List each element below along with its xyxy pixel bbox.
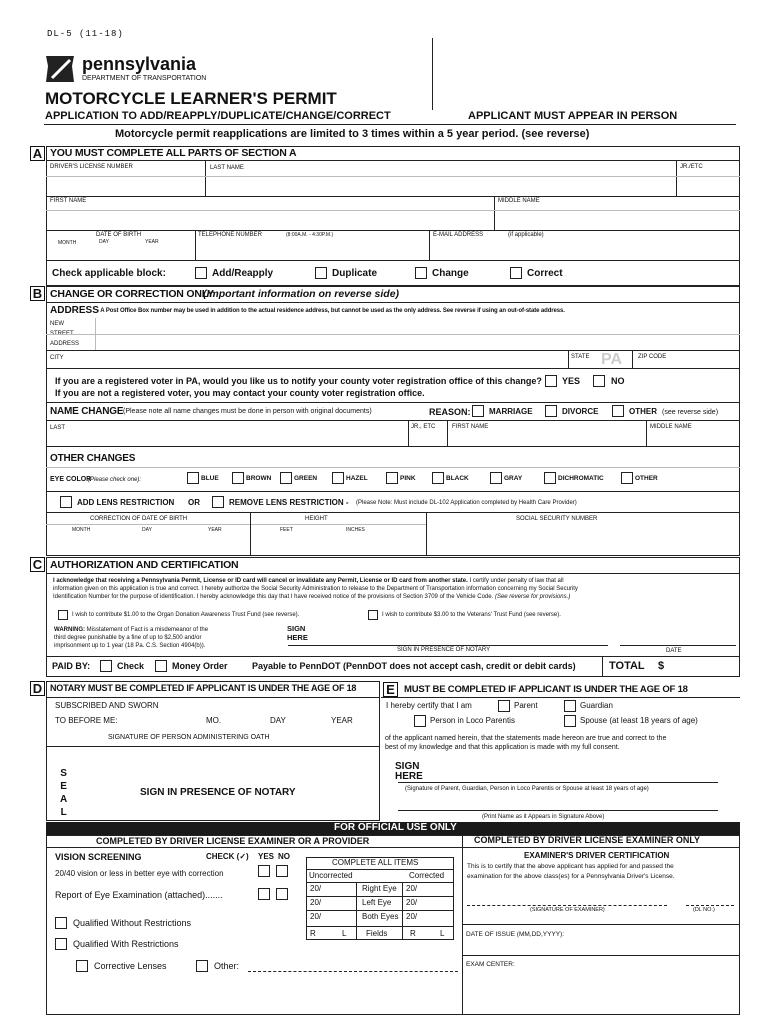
form-subtitle: APPLICATION TO ADD/REAPPLY/DUPLICATE/CHANGE/CORRECT xyxy=(45,110,391,122)
loco-parentis-checkbox[interactable] xyxy=(414,715,426,727)
total-dollar: $ xyxy=(658,660,665,672)
eye-dichromatic-checkbox[interactable] xyxy=(544,472,556,484)
divorce-label: DIVORCE xyxy=(562,407,599,416)
zip-label: ZIP CODE xyxy=(638,354,667,360)
warning-text xyxy=(54,626,208,650)
section-b-letter: B xyxy=(30,286,45,301)
correct-label: Correct xyxy=(527,268,563,279)
seal-l: L xyxy=(60,807,67,818)
section-e-title: MUST BE COMPLETED IF APPLICANT IS UNDER THE AGE OF 18 xyxy=(404,684,688,695)
seal-letters xyxy=(60,767,67,819)
eye-dichromatic-label: DICHROMATIC xyxy=(558,475,604,482)
email-hint: (if applicable) xyxy=(508,232,544,238)
statement-2: best of my knowledge and that this application is made with my full consent. xyxy=(385,744,620,751)
eye-black-label: BLACK xyxy=(446,475,469,482)
eye-row-a: 20/ xyxy=(310,884,322,893)
corrective-lenses-checkbox[interactable] xyxy=(76,960,88,972)
examiner-cert-1: This is to certify that the above applicant has applied for and passed the xyxy=(467,863,674,870)
organ-donation-checkbox[interactable] xyxy=(58,610,68,620)
sworn-label: SUBSCRIBED AND SWORN xyxy=(55,701,159,710)
check-block-label: Check applicable block: xyxy=(52,268,166,279)
parent-sig-label: (Signature of Parent, Guardian, Person in Loco Parentis or Spouse at least 18 years of age) xyxy=(405,786,649,792)
other-reason-note: (see reverse side) xyxy=(662,409,719,416)
notary-year: YEAR xyxy=(331,716,353,725)
certification-text xyxy=(53,577,737,601)
new-label: NEW xyxy=(50,321,64,327)
section-a-title: YOU MUST COMPLETE ALL PARTS OF SECTION A xyxy=(50,147,297,159)
section-c-title: AUTHORIZATION AND CERTIFICATION xyxy=(50,559,239,571)
notary-mo: MO. xyxy=(206,716,222,725)
form-id: DL-5 (11-18) xyxy=(47,29,124,39)
jr-label: JR./ETC xyxy=(680,164,703,170)
eye-color-note: (Please check one): xyxy=(88,477,142,483)
sign-here-e-2: HERE xyxy=(395,771,423,782)
add-reapply-label: Add/Reapply xyxy=(212,268,274,279)
new-last-label: LAST xyxy=(50,425,66,431)
eye-green-label: GREEN xyxy=(294,475,318,482)
state-pa-watermark: PA xyxy=(601,351,623,368)
eye-other-label: OTHER xyxy=(635,475,658,482)
fields-l-1: L xyxy=(342,929,347,938)
spouse-label: Spouse (at least 18 years of age) xyxy=(580,716,698,725)
name-change-label: NAME CHANGE xyxy=(50,406,124,417)
seal-a: A xyxy=(60,794,68,805)
eye-gray-label: GRAY xyxy=(504,475,523,482)
warning-line-3: imprisonment up to 1 year (18 Pa. C.S. Section 4904(b)). xyxy=(54,643,206,649)
eye-black-checkbox[interactable] xyxy=(432,472,444,484)
seal-s: S xyxy=(60,768,67,779)
notary-sig-label: SIGNATURE OF PERSON ADMINISTERING OATH xyxy=(108,734,270,741)
eye-hazel-checkbox[interactable] xyxy=(332,472,344,484)
logo-name: pennsylvania xyxy=(82,54,197,74)
statement-1: of the applicant named herein, that the statements made hereon are true and correct to the xyxy=(385,735,667,742)
remove-lens-label: REMOVE LENS RESTRICTION - xyxy=(229,498,349,507)
email-label: E-MAIL ADDRESS xyxy=(433,232,484,238)
phone-hours: (8:00A.M. - 4:30P.M.) xyxy=(286,232,334,238)
divorce-checkbox[interactable] xyxy=(545,405,557,417)
ssn-label: SOCIAL SECURITY NUMBER xyxy=(516,516,598,522)
address-note: - A Post Office Box number may be used in addition to the actual residence address, but cannot be used as the only address. See reverse if using an out-of-state address. xyxy=(97,308,565,314)
paid-check-checkbox[interactable] xyxy=(100,660,112,672)
cert-rest: I certify under penalty of law that all xyxy=(467,578,564,584)
city-label: CITY xyxy=(50,355,64,361)
eye-row-m: Left Eye xyxy=(362,898,392,907)
certify-label: I hereby certify that I am xyxy=(386,701,472,710)
vision-no-label: NO xyxy=(278,852,290,861)
sign-here-c: SIGN xyxy=(287,624,306,633)
veterans-fund-checkbox[interactable] xyxy=(368,610,378,620)
voter-yes-label: YES xyxy=(562,376,581,386)
fields-r-1: R xyxy=(310,929,316,938)
guardian-label: Guardian xyxy=(580,701,613,710)
new-first-label: FIRST NAME xyxy=(452,424,489,430)
eye-row-b: 20/ xyxy=(406,884,418,893)
fields-l-2: L xyxy=(440,929,445,938)
appear-notice: APPLICANT MUST APPEAR IN PERSON xyxy=(468,110,678,122)
corr-year-label: YEAR xyxy=(208,527,222,533)
state-label: STATE xyxy=(571,354,590,360)
add-reapply-checkbox[interactable] xyxy=(195,267,207,279)
form-title: MOTORCYCLE LEARNER'S PERMIT xyxy=(45,89,337,108)
uncorrected-label: Uncorrected xyxy=(309,871,353,880)
section-d-title: NOTARY MUST BE COMPLETED IF APPLICANT IS UNDER THE AGE OF 18 xyxy=(50,683,357,693)
add-lens-checkbox[interactable] xyxy=(60,496,72,508)
warning-line-2: third degree punishable by a fine of up to $2,500 and/or xyxy=(54,635,202,641)
voter-no-label: NO xyxy=(611,376,625,386)
dl-no-label: (DL NO.) xyxy=(693,907,715,913)
add-lens-label: ADD LENS RESTRICTION xyxy=(77,498,175,507)
warning-label: WARNING: xyxy=(54,627,85,633)
feet-label: FEET xyxy=(280,527,293,533)
eye-row-m: Both Eyes xyxy=(362,912,399,921)
notary-day: DAY xyxy=(270,716,286,725)
eye-brown-checkbox[interactable] xyxy=(232,472,244,484)
eye-report-no[interactable] xyxy=(276,888,288,900)
cert-bold: I acknowledge that receiving a Pennsylvania Permit, License or ID card will cancel or invalidate any Permit, License or ID card from another state. xyxy=(53,578,468,584)
sign-here-e: SIGN xyxy=(395,761,420,772)
date-of-issue-label: DATE OF ISSUE (MM,DD,YYYY): xyxy=(466,931,565,938)
eye-gray-checkbox[interactable] xyxy=(490,472,502,484)
vision-yes-label: YES xyxy=(258,852,275,861)
notary-sign-presence: SIGN IN PRESENCE OF NOTARY xyxy=(140,787,296,798)
qualified-with-label: Qualified With Restrictions xyxy=(73,939,179,949)
official-banner: FOR OFFICIAL USE ONLY xyxy=(334,822,457,833)
vision-2040-no[interactable] xyxy=(276,865,288,877)
first-name-label: FIRST NAME xyxy=(50,198,87,204)
eye-pink-checkbox[interactable] xyxy=(386,472,398,484)
street-label: STREET xyxy=(50,331,74,337)
official-right-head: COMPLETED BY DRIVER LICENSE EXAMINER ONLY xyxy=(474,835,701,845)
section-b-title: CHANGE OR CORRECTION ONLY xyxy=(50,288,214,300)
veterans-fund-label: I wish to contribute $3.00 to the Veterans' Trust Fund (see reverse). xyxy=(382,612,561,618)
organ-donation-label: I wish to contribute $1.00 to the Organ Donation Awareness Trust Fund (see reverse). xyxy=(72,612,300,618)
section-d-letter: D xyxy=(30,681,45,696)
marriage-label: MARRIAGE xyxy=(489,407,533,416)
eye-row-b: 20/ xyxy=(406,898,418,907)
section-c-letter: C xyxy=(30,557,45,572)
corr-day-label: DAY xyxy=(142,527,152,533)
dob-month-label: MONTH xyxy=(58,240,77,246)
examiner-cert-head: EXAMINER'S DRIVER CERTIFICATION xyxy=(524,851,670,860)
vision-screening-label: VISION SCREENING xyxy=(55,852,142,862)
sign-notary-c: SIGN IN PRESENCE OF NOTARY xyxy=(397,647,491,653)
qualified-with-checkbox[interactable] xyxy=(55,938,67,950)
eye-pink-label: PINK xyxy=(400,475,416,482)
height-label: HEIGHT xyxy=(305,516,328,522)
voter-note: If you are not a registered voter, you may contact your county voter registration office. xyxy=(55,388,425,398)
cert-reverse-note: (See reverse for provisions.) xyxy=(494,594,571,600)
eye-hazel-label: HAZEL xyxy=(346,475,368,482)
other-reason-label: OTHER xyxy=(629,407,657,416)
duplicate-label: Duplicate xyxy=(332,268,378,279)
section-b-note: (Important information on reverse side) xyxy=(203,288,400,300)
eye-green-checkbox[interactable] xyxy=(280,472,292,484)
change-label: Change xyxy=(432,268,469,279)
section-e-letter: E xyxy=(383,682,398,697)
date-c: DATE xyxy=(666,648,682,654)
parent-label: Parent xyxy=(514,701,538,710)
eye-report-label: Report of Eye Examination (attached)....... xyxy=(55,890,223,900)
money-order-checkbox[interactable] xyxy=(155,660,167,672)
remove-lens-checkbox[interactable] xyxy=(212,496,224,508)
corrective-lenses-label: Corrective Lenses xyxy=(94,961,167,971)
corrected-label: Corrected xyxy=(409,871,445,880)
marriage-checkbox[interactable] xyxy=(472,405,484,417)
eye-color-label: EYE COLOR xyxy=(50,476,92,483)
cert-line-2: information given on this application is true and correct. I hereby authorize the Social Security Administration to release to the Department of Transportation information concerning my Social Security xyxy=(53,586,578,592)
duplicate-checkbox[interactable] xyxy=(315,267,327,279)
address-label: ADDRESS xyxy=(50,305,99,316)
voter-no-checkbox[interactable] xyxy=(593,375,605,387)
reapply-notice: Motorcycle permit reapplications are limited to 3 times within a 5 year period. (see reverse) xyxy=(115,128,590,140)
vision-2040-label: 20/40 vision or less in better eye with correction xyxy=(55,869,224,878)
print-name-label: (Print Name as it Appears in Signature Above) xyxy=(482,814,605,820)
new-middle-label: MIDDLE NAME xyxy=(650,424,692,430)
or-label: OR xyxy=(188,498,200,507)
eye-row-a: 20/ xyxy=(310,898,322,907)
reason-label: REASON: xyxy=(429,407,471,417)
loco-parentis-label: Person in Loco Parentis xyxy=(430,716,515,725)
phone-label: TELEPHONE NUMBER xyxy=(198,232,263,238)
eye-row-b: 20/ xyxy=(406,912,418,921)
vision-check-label: CHECK (✓) xyxy=(206,852,249,861)
logo-dept: DEPARTMENT OF TRANSPORTATION xyxy=(82,75,207,82)
qualified-without-checkbox[interactable] xyxy=(55,917,67,929)
sign-here-c-2: HERE xyxy=(287,633,308,642)
fields-label: Fields xyxy=(366,929,388,938)
other-restriction-label: Other: xyxy=(214,961,240,971)
fields-r-2: R xyxy=(410,929,416,938)
seal-e: E xyxy=(60,781,67,792)
spouse-checkbox[interactable] xyxy=(564,715,576,727)
paid-check-label: Check xyxy=(117,661,145,671)
examiner-sig-label: (SIGNATURE OF EXAMINER) xyxy=(530,907,605,913)
name-change-note: (Please note all name changes must be done in person with original documents) xyxy=(123,408,372,415)
other-changes-label: OTHER CHANGES xyxy=(50,453,136,464)
guardian-checkbox[interactable] xyxy=(564,700,576,712)
other-restriction-checkbox[interactable] xyxy=(196,960,208,972)
eye-row-a: 20/ xyxy=(310,912,322,921)
total-label: TOTAL xyxy=(609,660,645,672)
warning-line-1: Misstatement of Fact is a misdemeanor of the xyxy=(86,627,209,633)
section-a xyxy=(46,146,740,286)
payable-note: Payable to PennDOT (PennDOT does not accept cash, credit or debit cards) xyxy=(252,661,576,671)
other-reason-checkbox[interactable] xyxy=(612,405,624,417)
corr-month-label: MONTH xyxy=(72,527,91,533)
cert-line-3: Identification Number for the purpose of identification. I hereby acknowledge this day that I have received notice of the provisions of Section 3709 of the Vehicle Code. xyxy=(53,594,494,600)
dob-day-label: DAY xyxy=(99,239,109,245)
correct-checkbox[interactable] xyxy=(510,267,522,279)
change-checkbox[interactable] xyxy=(415,267,427,279)
exam-center-label: EXAM CENTER: xyxy=(466,961,515,968)
items-head: COMPLETE ALL ITEMS xyxy=(332,858,419,867)
paid-by-label: PAID BY: xyxy=(52,661,91,671)
section-a-letter: A xyxy=(30,146,45,161)
qualified-without-label: Qualified Without Restrictions xyxy=(73,918,192,928)
middle-name-label: MIDDLE NAME xyxy=(498,198,540,204)
address-line-label: ADDRESS xyxy=(50,341,80,347)
inches-label: INCHES xyxy=(346,527,365,533)
voter-yes-checkbox[interactable] xyxy=(545,375,557,387)
dob-correction-label: CORRECTION OF DATE OF BIRTH xyxy=(90,516,188,522)
parent-checkbox[interactable] xyxy=(498,700,510,712)
new-jr-label: JR., ETC xyxy=(411,424,436,430)
eye-report-yes[interactable] xyxy=(258,888,270,900)
voter-question: If you are a registered voter in PA, would you like us to notify your county voter registration office of this change? xyxy=(55,376,542,386)
eye-row-m: Right Eye xyxy=(362,884,397,893)
dl-number-label: DRIVER'S LICENSE NUMBER xyxy=(50,164,133,170)
last-name-label: LAST NAME xyxy=(210,165,244,171)
official-left-head: COMPLETED BY DRIVER LICENSE EXAMINER OR A PROVIDER xyxy=(96,836,370,846)
money-order-label: Money Order xyxy=(172,661,228,671)
dob-label: DATE OF BIRTH xyxy=(96,232,142,238)
dob-year-label: YEAR xyxy=(145,239,159,245)
keystone-logo-icon xyxy=(44,52,76,84)
eye-blue-label: BLUE xyxy=(201,475,219,482)
eye-blue-checkbox[interactable] xyxy=(187,472,199,484)
before-me-label: TO BEFORE ME: xyxy=(55,716,118,725)
eye-other-checkbox[interactable] xyxy=(621,472,633,484)
lens-note: (Please Note: Must include DL-102 Application completed by Health Care Provider) xyxy=(356,500,577,506)
examiner-cert-2: examination for the above class(es) for a Pennsylvania Driver's License. xyxy=(467,873,675,880)
eye-brown-label: BROWN xyxy=(246,475,272,482)
vision-2040-yes[interactable] xyxy=(258,865,270,877)
